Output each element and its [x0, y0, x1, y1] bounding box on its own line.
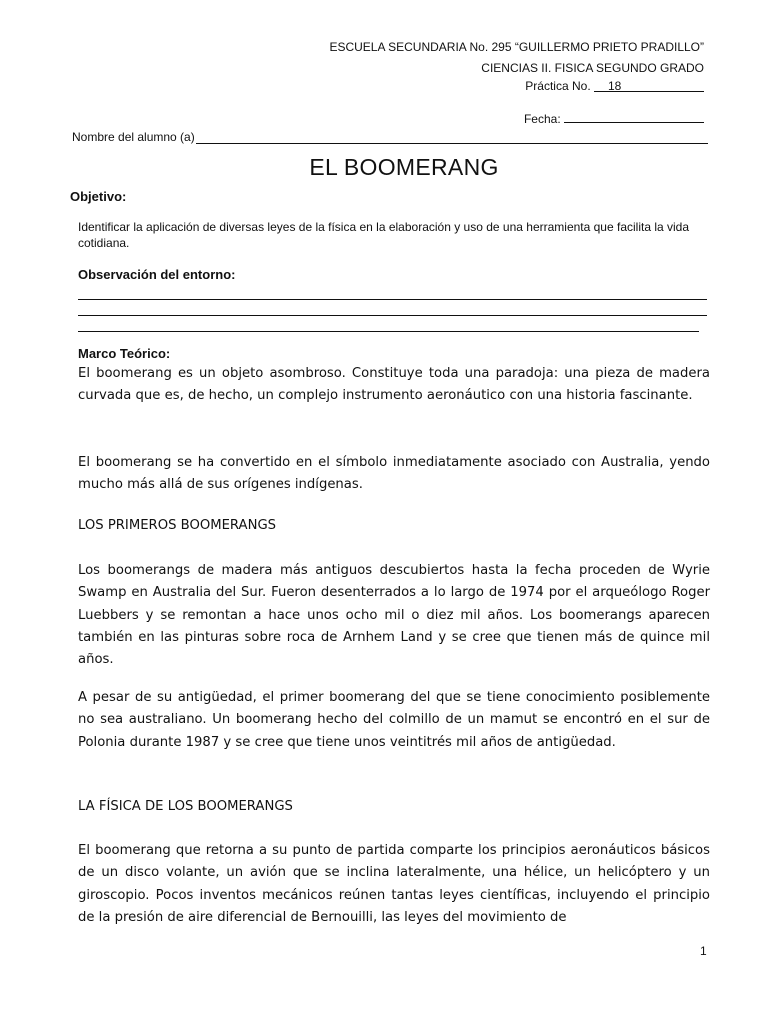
theory-paragraph: Los boomerangs de madera más antiguos descubiertos hasta la fecha proceden de Wyrie Swamp en Australia del Sur. Fueron desenterrados a lo largo de 1974 por el arqueólogo Roger Luebbers y se remontan a hace unos ocho mil o diez mil años. Los boomerangs aparecen también en las pinturas sobre roca de Arnhem Land y se cree que tienen más de quince mil años.: [78, 563, 710, 668]
observation-label: Observación del entorno:: [78, 267, 236, 282]
student-name-field: [196, 131, 708, 144]
theory-paragraph: A pesar de su antigüedad, el primer boomerang del que se tiene conocimiento posiblemente no sea australiano. Un boomerang hecho del colmillo de un mamut se encontró en el sur de Polonia durante 1987 y se cree que tiene unos veintitrés mil años de antigüedad.: [78, 690, 710, 750]
section-heading: LOS PRIMEROS BOOMERANGS: [78, 518, 277, 533]
observation-blank-line: [78, 299, 707, 300]
practice-number: 18: [608, 79, 622, 93]
objective-label: Objetivo:: [70, 189, 127, 204]
theory-paragraph: El boomerang se ha convertido en el símbolo inmediatamente asociado con Australia, yendo mucho más allá de sus orígenes indígenas.: [78, 455, 710, 493]
practice-label: Práctica No.: [525, 79, 591, 93]
course-name: CIENCIAS II. FISICA SEGUNDO GRADO: [481, 61, 704, 75]
practice-number-field: [594, 79, 704, 92]
date-label: Fecha:: [523, 112, 561, 126]
school-name: ESCUELA SECUNDARIA No. 295 “GUILLERMO PRIETO PRADILLO”: [329, 40, 704, 54]
student-name-label: Nombre del alumno (a): [72, 130, 195, 144]
theory-paragraph: El boomerang que retorna a su punto de partida comparte los principios aeronáuticos básicos de un disco volante, un avión que se inclina lateralmente, una hélice, un helicóptero y un giroscopio. Pocos inventos mecánicos reúnen tantas leyes científicas, incluyendo el principio de la presión de aire diferencial de Bernouilli, las leyes del movimiento de: [78, 843, 710, 925]
section-heading: LA FÍSICA DE LOS BOOMERANGS: [78, 799, 293, 814]
date-field: [564, 109, 704, 123]
observation-blank-line: [78, 331, 699, 332]
theory-label: Marco Teórico:: [78, 346, 171, 361]
practice-number-line: [525, 79, 704, 93]
page-title: EL BOOMERANG: [309, 154, 499, 180]
objective-text: Identificar la aplicación de diversas leyes de la física en la elaboración y uso de una herramienta que facilita la vida cotidiana.: [78, 220, 690, 250]
date-line: [524, 109, 704, 126]
page-number: 1: [700, 944, 707, 958]
observation-blank-line: [78, 315, 707, 316]
theory-paragraph: El boomerang es un objeto asombroso. Constituye toda una paradoja: una pieza de madera curvada que es, de hecho, un complejo instrumento aeronáutico con una historia fascinante.: [78, 366, 710, 404]
student-name-line: [72, 130, 708, 144]
